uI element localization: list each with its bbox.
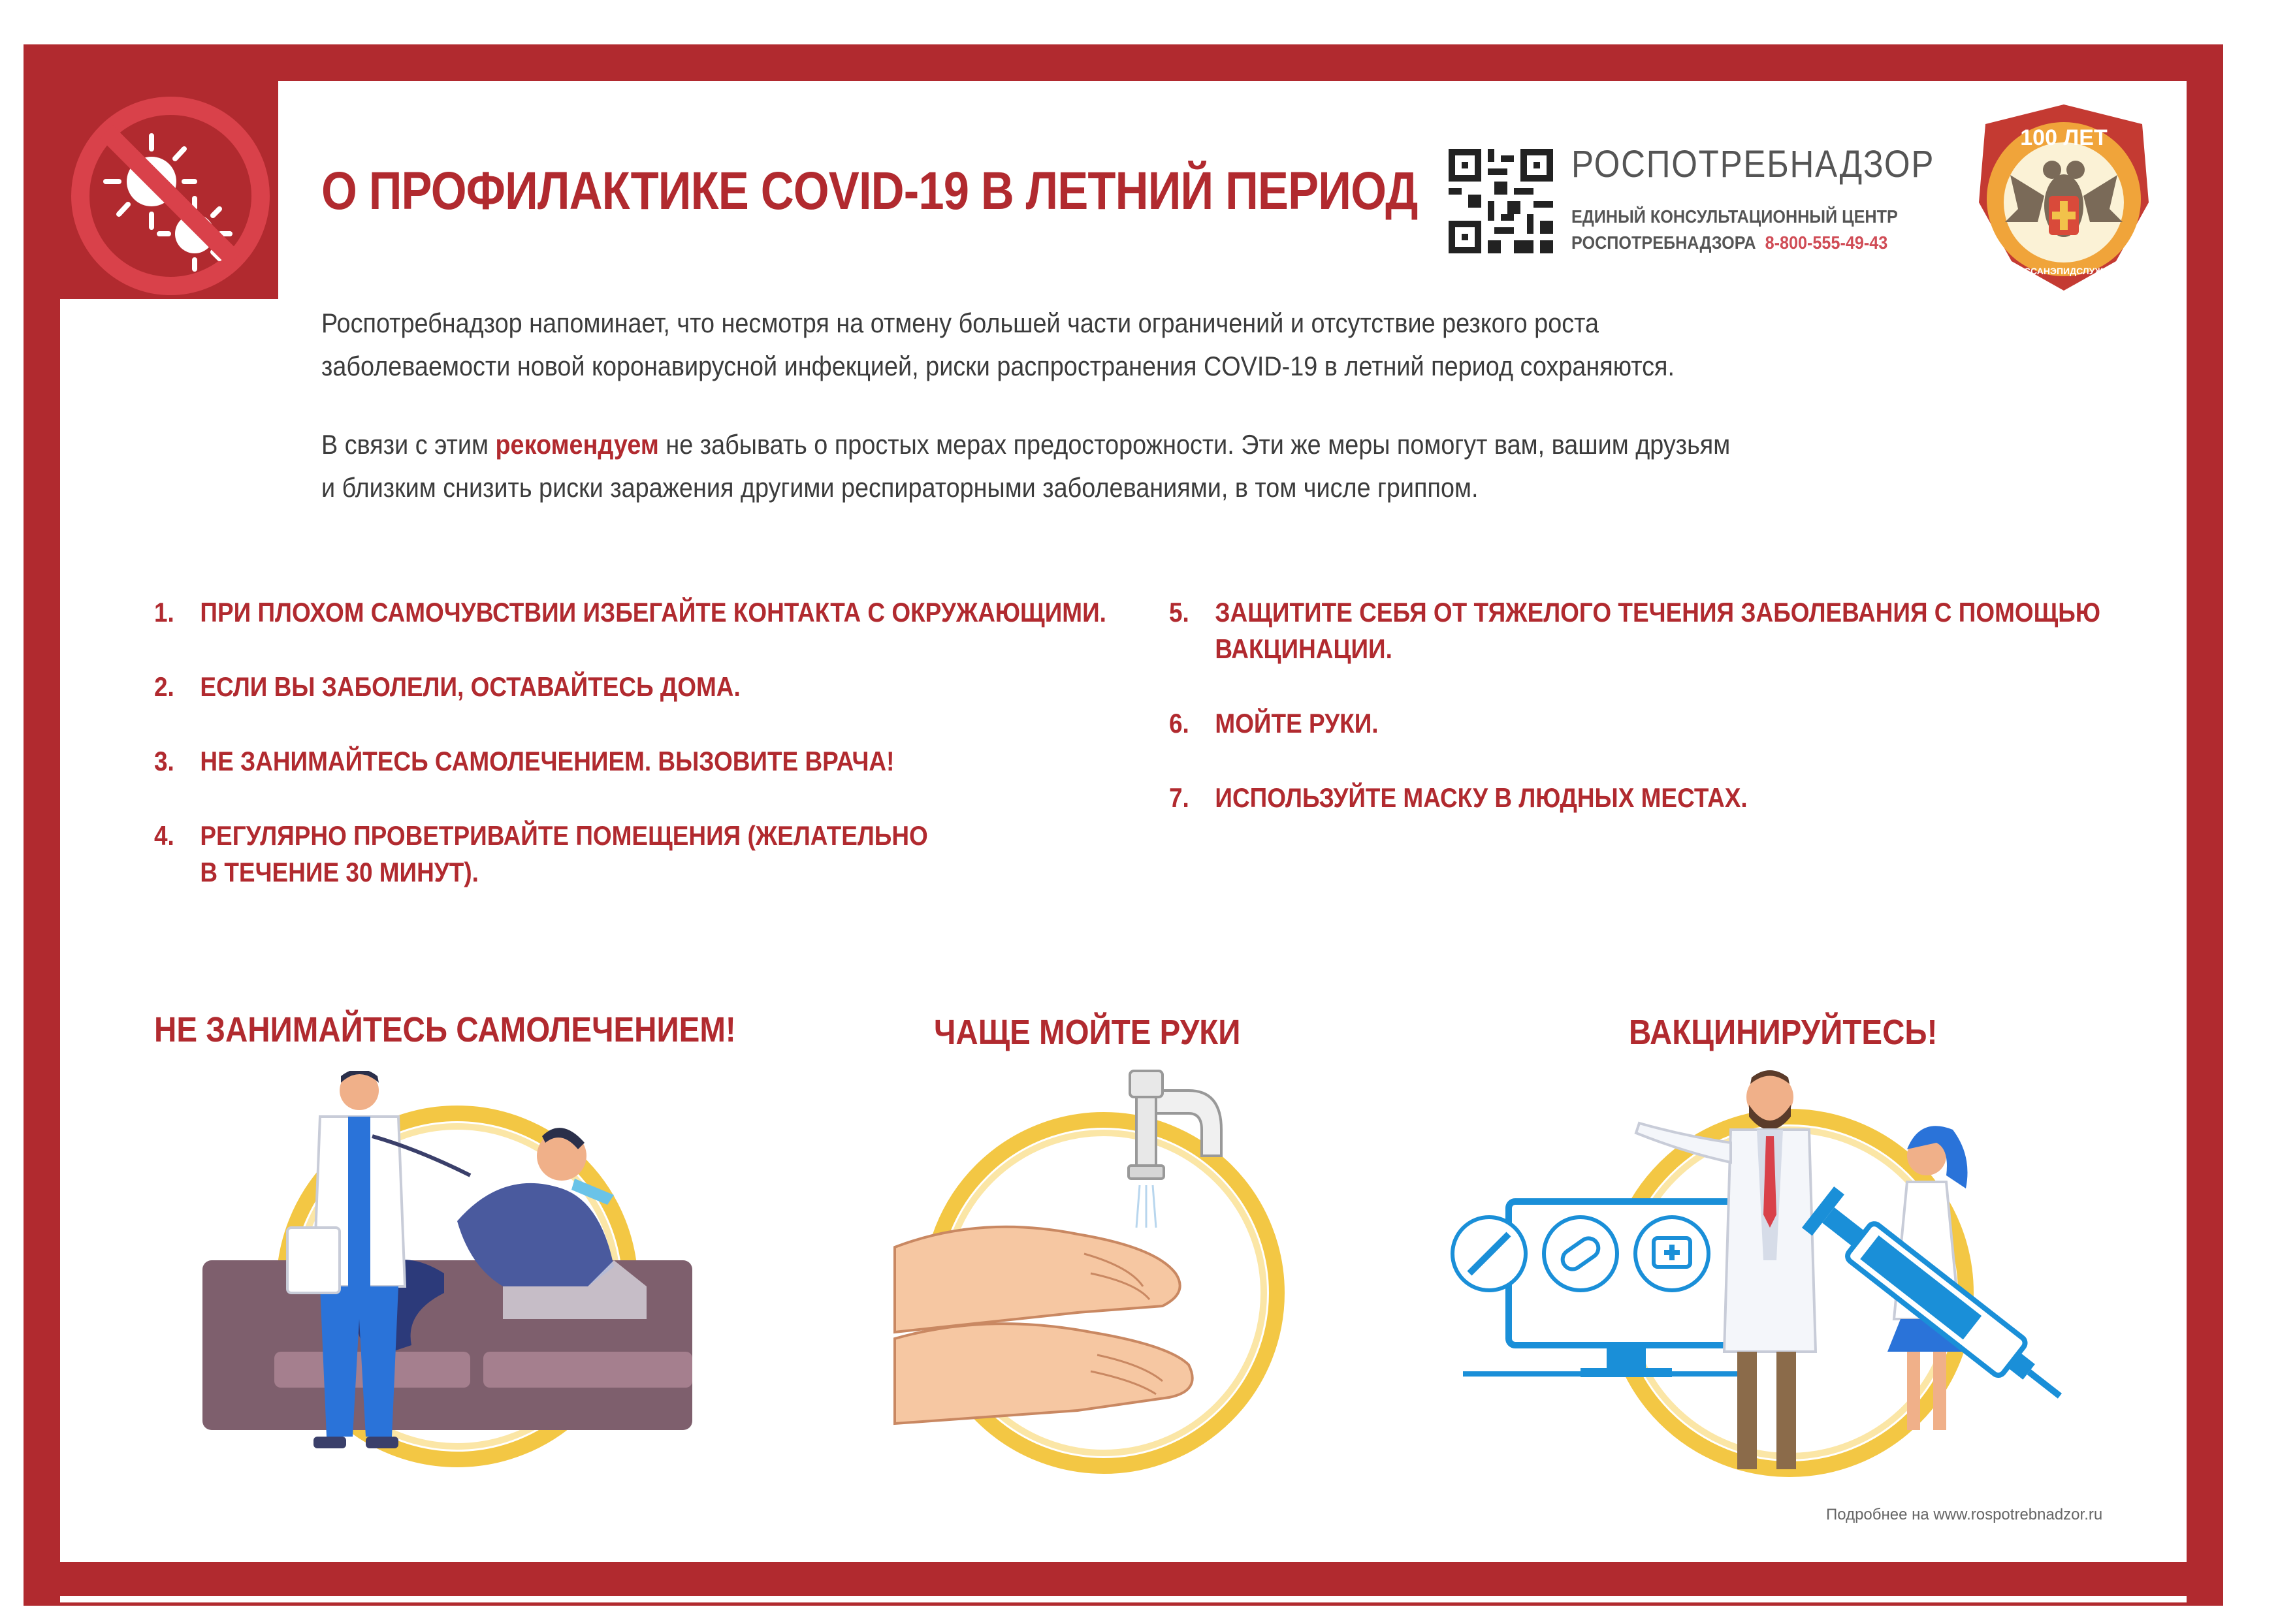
frame-bottom-line	[24, 1602, 2223, 1606]
brand-sub-line2: РОСПОТРЕБНАДЗОРА	[1571, 232, 1756, 253]
hotline-phone[interactable]: 8-800-555-49-43	[1765, 232, 1888, 253]
brand-sub-line1: ЕДИНЫЙ КОНСУЛЬТАЦИОННЫЙ ЦЕНТР	[1571, 206, 1898, 227]
section-title-self-treatment: НЕ ЗАНИМАЙТЕСЬ САМОЛЕЧЕНИЕМ!	[154, 1010, 736, 1049]
no-virus-icon	[24, 44, 278, 299]
rule-text: ПРИ ПЛОХОМ САМОЧУВСТВИИ ИЗБЕГАЙТЕ КОНТАКТА С ОКРУЖАЮЩИМИ.	[200, 597, 1106, 628]
intro-line-4: и близким снизить риски заражения другими респираторными заболеваниями, в том числе гриппом.	[321, 472, 1479, 503]
rule-text: НЕ ЗАНИМАЙТЕСЬ САМОЛЕЧЕНИЕМ. ВЫЗОВИТЕ ВРАЧА!	[200, 746, 895, 776]
frame-right-border	[2187, 44, 2223, 1604]
intro-paragraph-1	[321, 302, 1675, 388]
doctor-patient-illustration	[196, 1071, 718, 1479]
rule-text: ИСПОЛЬЗУЙТЕ МАСКУ В ЛЮДНЫХ МЕСТАХ.	[1215, 782, 1748, 813]
footer-website-link[interactable]: Подробнее на www.rospotrebnadzor.ru	[1826, 1506, 2103, 1523]
rule-text-cont: В ТЕЧЕНИЕ 30 МИНУТ).	[200, 857, 479, 887]
rule-text: РЕГУЛЯРНО ПРОВЕТРИВАЙТЕ ПОМЕЩЕНИЯ (ЖЕЛАТЕЛЬНО	[200, 820, 928, 851]
rule-item-1	[154, 594, 1106, 631]
vaccination-illustration	[1450, 1045, 2077, 1492]
intro-line-2: заболеваемости новой коронавирусной инфекцией, риски распространения COVID-19 в летний период сохраняются.	[321, 351, 1675, 381]
rule-item-5	[1169, 594, 2100, 667]
recommend-accent: рекомендуем	[495, 429, 659, 460]
brand-subtitle	[1571, 204, 1898, 256]
rule-item-6	[1169, 705, 1379, 742]
intro-line-3	[321, 423, 1730, 466]
rule-text: МОЙТЕ РУКИ.	[1215, 708, 1379, 739]
brand-name: РОСПОТРЕБНАДЗОР	[1571, 143, 1935, 185]
rule-text: ЗАЩИТИТЕ СЕБЯ ОТ ТЯЖЕЛОГО ТЕЧЕНИЯ ЗАБОЛЕВАНИЯ С ПОМОЩЬЮ	[1215, 597, 2100, 628]
rule-number: 2.	[154, 671, 174, 702]
rule-number: 4.	[154, 820, 174, 851]
rule-number: 7.	[1169, 782, 1189, 813]
rule-item-7	[1169, 780, 1748, 816]
hand-washing-illustration	[882, 1058, 1339, 1479]
intro-paragraph-2	[321, 423, 1730, 509]
virus-badge	[24, 44, 278, 299]
rule-number: 6.	[1169, 708, 1189, 739]
emblem-bottom-text: ГОССАНЭПИДСЛУЖБА	[2012, 266, 2116, 276]
rule-item-3	[154, 743, 894, 780]
rule-number: 3.	[154, 746, 174, 776]
rule-text-cont: ВАКЦИНАЦИИ.	[1215, 633, 1392, 664]
rule-item-4	[154, 818, 928, 891]
page-title: О ПРОФИЛАКТИКЕ COVID-19 В ЛЕТНИЙ ПЕРИОД	[321, 161, 1418, 221]
rule-text: ЕСЛИ ВЫ ЗАБОЛЕЛИ, ОСТАВАЙТЕСЬ ДОМА.	[200, 671, 741, 702]
intro-line-1: Роспотребнадзор напоминает, что несмотря на отмену большей части ограничений и отсутствие резкого роста	[321, 308, 1599, 338]
intro-line-3-start: В связи с этим	[321, 429, 496, 460]
rule-item-2	[154, 669, 741, 705]
rule-number: 1.	[154, 597, 174, 628]
section-title-wash-hands: ЧАЩЕ МОЙТЕ РУКИ	[934, 1013, 1241, 1052]
rule-number: 5.	[1169, 597, 1189, 628]
intro-line-3-end: не забывать о простых мерах предосторожности. Эти же меры помогут вам, вашим друзьям	[658, 429, 1731, 460]
qr-code[interactable]	[1449, 149, 1553, 257]
frame-top-border	[24, 44, 2223, 81]
frame-bottom-border	[24, 1562, 2223, 1596]
section-title-vaccinate: ВАКЦИНИРУЙТЕСЬ!	[1629, 1013, 1938, 1052]
emblem-logo	[1966, 98, 2162, 304]
emblem-text: 100 ЛЕТ	[2020, 125, 2108, 150]
